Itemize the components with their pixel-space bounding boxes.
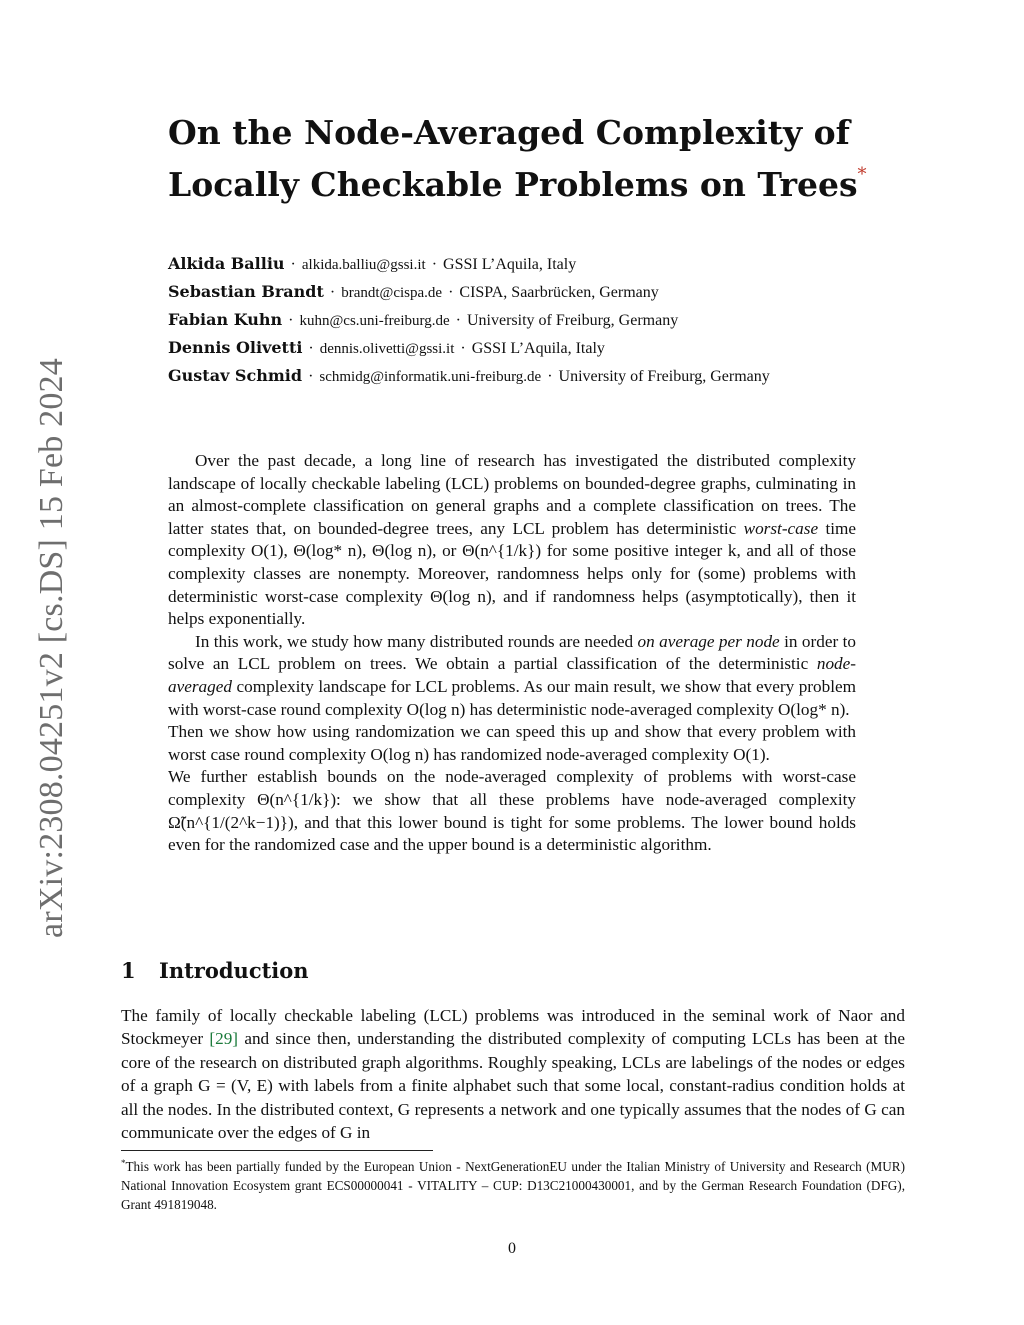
separator-dot: · <box>460 340 466 357</box>
author-name: Sebastian Brandt <box>168 282 324 301</box>
abstract-text: Over the past decade, a long line of research has investigated the distributed complexity landscape of locally checkable labeling (LCL) problems on bounded-degree graphs, culminating in an almost-complete classification on general graphs and a complete classification on trees. The latter states that, on bounded-degree trees, any LCL problem has deterministic <box>168 451 856 538</box>
author-email[interactable]: brandt@cispa.de <box>341 285 443 301</box>
author-row <box>168 306 888 334</box>
author-name: Gustav Schmid <box>168 366 303 385</box>
abstract-paragraph-4: We further establish bounds on the node-averaged complexity of problems with worst-case complexity Θ(n^{1/k}): we show that all these problems have node-averaged complexity Ω̃(n^{1/(2^k−1)}), and that this lower bound is tight for some problems. The lower bound holds even for the randomized case and the upper bound is a deterministic algorithm. <box>168 767 856 855</box>
citation-link[interactable]: [29] <box>209 1029 239 1049</box>
section-heading <box>121 958 309 983</box>
footnote-text: This work has been partially funded by the European Union - NextGenerationEU under the Italian Ministry of University and Research (MUR) National Innovation Ecosystem grant ECS00000041 - VITALITY – CUP: D13C21000430001, and by the German Research Foundation (DFG), Grant 491819048. <box>121 1159 905 1212</box>
author-row <box>168 334 888 362</box>
arxiv-side-label: arXiv:2308.04251v2 [cs.DS] 15 Feb 2024 <box>33 358 70 938</box>
page-number: 0 <box>508 1240 516 1257</box>
author-affiliation: GSSI L’Aquila, Italy <box>443 256 577 273</box>
author-email[interactable]: schmidg@informatik.uni-freiburg.de <box>319 369 542 385</box>
author-name: Alkida Balliu <box>168 254 285 273</box>
separator-dot: · <box>308 340 314 357</box>
author-email[interactable]: kuhn@cs.uni-freiburg.de <box>299 313 450 329</box>
author-affiliation: University of Freiburg, Germany <box>466 312 679 329</box>
section-number: 1 <box>121 958 136 983</box>
author-name: Dennis Olivetti <box>168 338 303 357</box>
abstract-emphasis: worst-case <box>743 518 819 538</box>
author-email[interactable]: alkida.balliu@gssi.it <box>301 257 426 273</box>
abstract-paragraph-1 <box>168 450 856 631</box>
separator-dot: · <box>288 312 294 329</box>
footnote-marker: * <box>121 1158 126 1168</box>
author-list <box>168 250 888 390</box>
abstract <box>168 450 856 857</box>
separator-dot: · <box>290 256 296 273</box>
author-row <box>168 362 888 390</box>
separator-dot: · <box>547 368 553 385</box>
abstract-text: In this work, we study how many distributed rounds are needed <box>195 631 638 651</box>
author-affiliation: University of Freiburg, Germany <box>558 368 770 385</box>
abstract-emphasis: on average per node <box>637 631 780 651</box>
separator-dot: · <box>431 256 438 273</box>
intro-paragraph <box>121 1004 905 1144</box>
section-title: Introduction <box>159 958 309 983</box>
author-row <box>168 278 888 306</box>
author-row <box>168 250 888 278</box>
paper-title <box>168 112 888 206</box>
separator-dot: · <box>308 368 314 385</box>
title-line-2: Locally Checkable Problems on Trees <box>168 165 858 204</box>
abstract-paragraph-2 <box>168 631 856 721</box>
separator-dot: · <box>455 312 461 329</box>
intro-text: The family of locally checkable labeling (LCL) problems was introduced in the seminal work of Naor and Stockmeyer <box>121 1006 905 1049</box>
author-affiliation: GSSI L’Aquila, Italy <box>471 340 605 357</box>
footnote-rule <box>121 1150 433 1151</box>
title-line-1: On the Node-Averaged Complexity of <box>168 113 850 152</box>
author-affiliation: CISPA, Saarbrücken, Germany <box>459 284 659 301</box>
intro-text: and since then, understanding the distributed complexity of computing LCLs has been at the core of the research on distributed graph algorithms. Roughly speaking, LCLs are labelings of the nodes or edges of a graph G = (V, E) with labels from a finite alphabet such that some local, constant-radius condition holds at all the nodes. In the distributed context, G represents a network and one typically assumes that the nodes of G can communicate over the edges of G in <box>121 1029 905 1143</box>
abstract-text: complexity landscape for LCL problems. As our main result, we show that every problem with worst-case round complexity O(log n) has deterministic node-averaged complexity O(log* n). <box>168 676 856 719</box>
abstract-text: in order to solve an LCL problem on trees. We obtain a partial classification of the deterministic <box>168 631 856 674</box>
abstract-paragraph-3: Then we show how using randomization we can speed this up and show that every problem with worst case round complexity O(log n) has randomized node-averaged complexity O(1). <box>168 722 856 764</box>
footnote <box>121 1154 905 1214</box>
author-name: Fabian Kuhn <box>168 310 283 329</box>
title-footnote-marker[interactable]: * <box>857 164 867 185</box>
separator-dot: · <box>448 284 454 301</box>
abstract-emphasis: node-averaged <box>168 654 856 696</box>
separator-dot: · <box>329 284 336 301</box>
abstract-text: time complexity O(1), Θ(log* n), Θ(log n), or Θ(n^{1/k}) for some positive integer k, and all of those complexity classes are nonempty. Moreover, randomness helps only for (some) problems with deterministic worst-case complexity Θ(log n), and if randomness helps (asymptotically), then it helps exponentially. <box>168 518 856 629</box>
author-email[interactable]: dennis.olivetti@gssi.it <box>319 341 455 357</box>
